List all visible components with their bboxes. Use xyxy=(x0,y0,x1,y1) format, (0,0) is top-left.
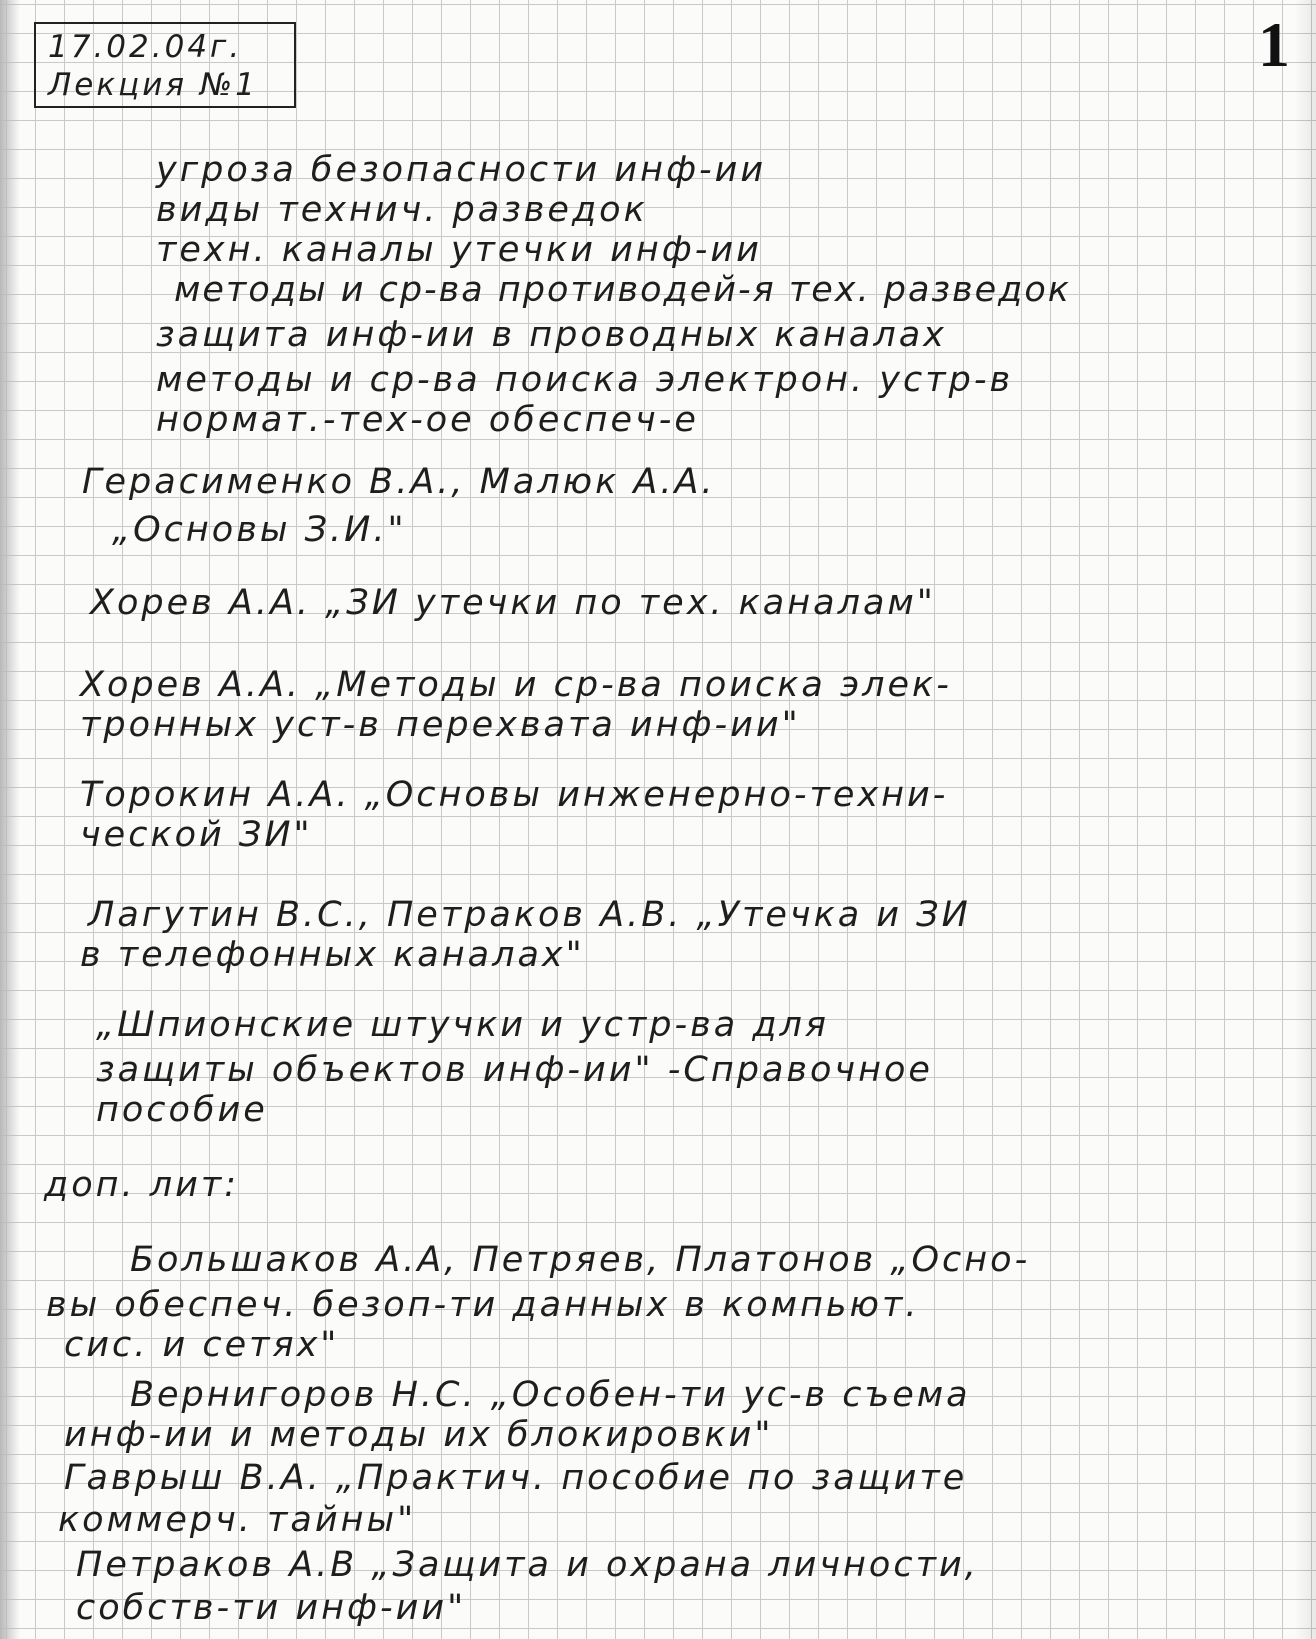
section-heading: доп. лит: xyxy=(44,1165,240,1205)
topic-line: техн. каналы утечки инф-ии xyxy=(156,230,762,270)
additional-reference-line: сис. и сетях" xyxy=(64,1325,340,1365)
reference-line: „Шпионские штучки и устр-ва для xyxy=(96,1005,829,1045)
reference-line: Герасименко В.А., Малюк А.А. xyxy=(82,462,716,502)
additional-reference-line: Петраков А.В „Защита и охрана личности, xyxy=(76,1545,979,1585)
lecture-header-box xyxy=(34,22,296,108)
reference-line: защиты объектов инф-ии" -Справочное xyxy=(96,1050,933,1090)
reference-line: Торокин А.А. „Основы инженерно-техни- xyxy=(80,775,949,815)
reference-line: Хорев А.А. „Методы и ср-ва поиска элек- xyxy=(80,665,952,705)
lecture-number: Лекция №1 xyxy=(48,67,258,103)
topic-line: методы и ср-ва противодей-я тех. разведок xyxy=(174,270,1071,310)
additional-reference-line: Вернигоров Н.С. „Особен-ти ус-в съема xyxy=(130,1375,971,1415)
page-number: 1 xyxy=(1258,9,1290,80)
additional-reference-line: Гаврыш В.А. „Практич. пособие по защите xyxy=(64,1458,968,1498)
additional-reference-line: инф-ии и методы их блокировки" xyxy=(64,1415,774,1455)
reference-line: пособие xyxy=(96,1090,268,1130)
additional-reference-line: Большаков А.А, Петряев, Платонов „Осно- xyxy=(130,1240,1031,1280)
topic-line: методы и ср-ва поиска электрон. устр-в xyxy=(156,360,1014,400)
lecture-date: 17.02.04г. xyxy=(48,29,243,65)
reference-line: Лагутин В.С., Петраков А.В. „Утечка и ЗИ xyxy=(88,895,971,935)
reference-line: Хорев А.А. „ЗИ утечки по тех. каналам" xyxy=(90,583,936,623)
topic-line: нормат.-тех-ое обеспеч-е xyxy=(156,400,699,440)
additional-reference-line: коммерч. тайны" xyxy=(58,1500,417,1540)
reference-line: тронных уст-в перехвата инф-ии" xyxy=(80,705,801,745)
reference-line: в телефонных каналах" xyxy=(80,935,585,975)
topic-line: защита инф-ии в проводных каналах xyxy=(156,315,947,355)
additional-reference-line: собств-ти инф-ии" xyxy=(76,1588,467,1628)
additional-reference-line: вы обеспеч. безоп-ти данных в компьют. xyxy=(46,1285,920,1325)
reference-line: ческой ЗИ" xyxy=(80,815,313,855)
topic-line: виды технич. разведок xyxy=(156,190,648,230)
topic-line: угроза безопасности инф-ии xyxy=(156,150,767,190)
reference-line: „Основы З.И." xyxy=(112,510,407,550)
notebook-spine-shadow xyxy=(0,0,20,1639)
